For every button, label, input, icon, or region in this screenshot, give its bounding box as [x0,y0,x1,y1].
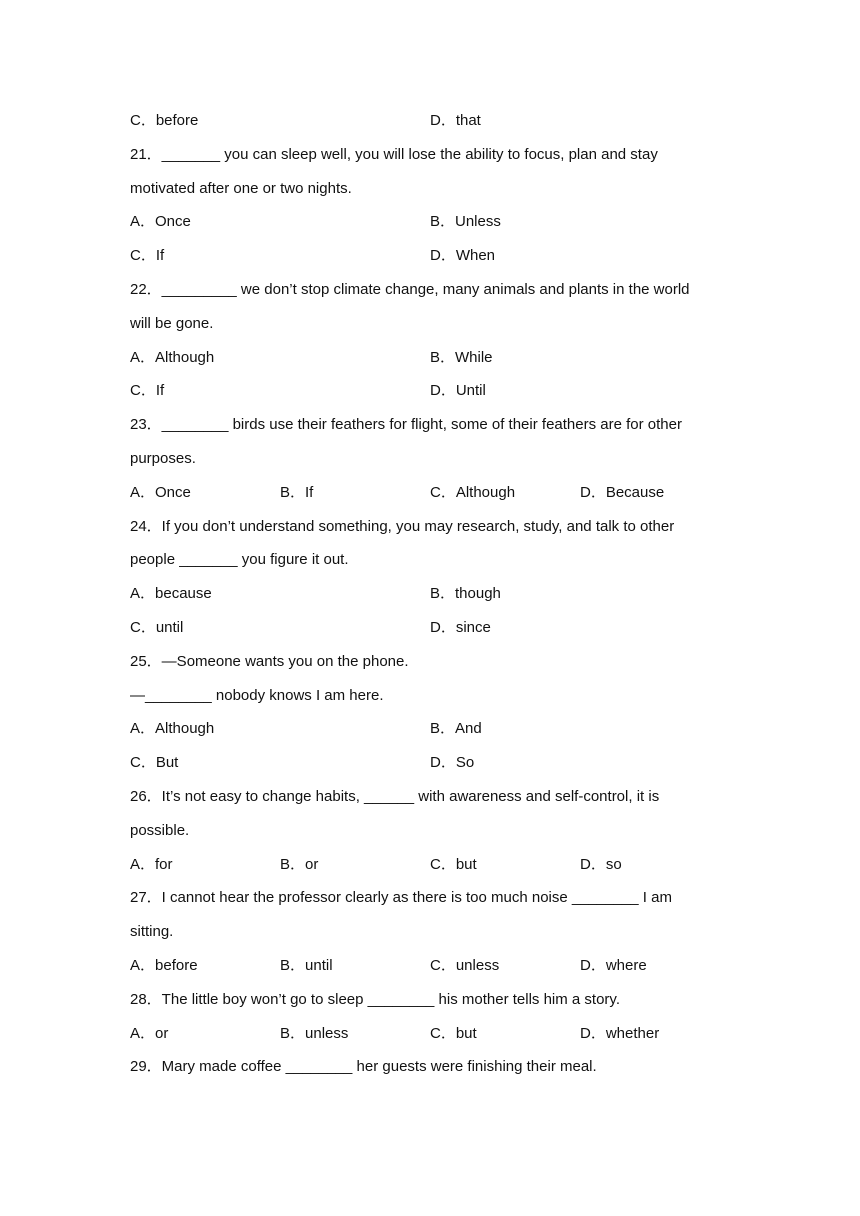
question-text-line: 22．_________ we don’t stop climate change, many animals and plants in the world [130,280,690,298]
question-text-line: 23．________ birds use their feathers for flight, some of their feathers are for other [130,416,682,434]
answer-options-row [130,341,740,375]
answer-options-row [130,611,740,645]
answer-options-row [130,1017,740,1051]
answer-option: D．So [430,754,475,772]
answer-option: A．Once [130,213,191,231]
answer-options-row [130,712,740,746]
question-text-line: 26．It’s not easy to change habits, ______ with awareness and self-control, it is [130,787,660,805]
question-text-line: 21．_______ you can sleep well, you will lose the ability to focus, plan and stay [130,145,658,163]
answer-options-row [130,949,740,983]
answer-option: D．whether [580,1024,660,1042]
question-text-line: 27．I cannot hear the professor clearly as there is too much noise ________ I am [130,889,672,907]
answer-option: B．or [280,855,319,873]
answer-option: D．since [430,618,491,636]
question-text-line: —________ nobody knows I am here. [130,686,384,704]
question-text-line: 29．Mary made coffee ________ her guests were finishing their meal. [130,1058,597,1076]
answer-option: A．Although [130,720,215,738]
answer-option: D．Because [580,483,665,501]
worksheet-page [130,104,740,1084]
answer-option: D．that [430,112,481,129]
answer-option: C．If [130,382,165,400]
answer-option: B．Unless [430,213,501,231]
answer-options-row [130,476,740,510]
answer-option: B．While [430,348,493,366]
answer-option: A．because [130,585,212,603]
answer-option: B．unless [280,1024,349,1042]
answer-option: C．unless [430,956,500,974]
answer-option: A．Although [130,348,215,366]
answer-options-row [130,104,740,138]
answer-option: D．where [580,956,647,974]
answer-options-row [130,848,740,882]
answer-options-row [130,374,740,408]
answer-option: A．before [130,956,198,974]
answer-option: B．And [430,720,482,738]
question-text-line: will be gone. [130,314,214,332]
question-text-line: 25．—Someone wants you on the phone. [130,652,409,670]
question-text-line: possible. [130,821,190,839]
answer-option: C．But [130,754,179,772]
question-text-line: motivated after one or two nights. [130,179,352,197]
answer-option: B．though [430,585,501,603]
answer-option: C．until [130,618,184,636]
answer-options-row [130,577,740,611]
answer-option: A．for [130,855,173,873]
answer-option: C．but [430,855,477,873]
answer-option: C．If [130,247,165,265]
answer-option: C．before [130,112,199,129]
answer-option: A．or [130,1024,169,1042]
answer-option: C．but [430,1024,477,1042]
answer-option: B．If [280,483,314,501]
question-text-line: 24．If you don’t understand something, you may research, study, and talk to other [130,517,675,535]
answer-option: C．Although [430,483,516,501]
answer-option: D．When [430,247,496,265]
question-text-line: sitting. [130,923,174,941]
answer-option: D．so [580,855,622,873]
answer-options-row [130,205,740,239]
question-text-line: people _______ you figure it out. [130,551,349,569]
answer-option: B．until [280,956,333,974]
answer-option: D．Until [430,382,486,400]
question-text-line: 28．The little boy won’t go to sleep ________ his mother tells him a story. [130,990,620,1008]
question-text-line: purposes. [130,449,196,467]
answer-options-row [130,746,740,780]
answer-option: A．Once [130,483,191,501]
answer-options-row [130,239,740,273]
